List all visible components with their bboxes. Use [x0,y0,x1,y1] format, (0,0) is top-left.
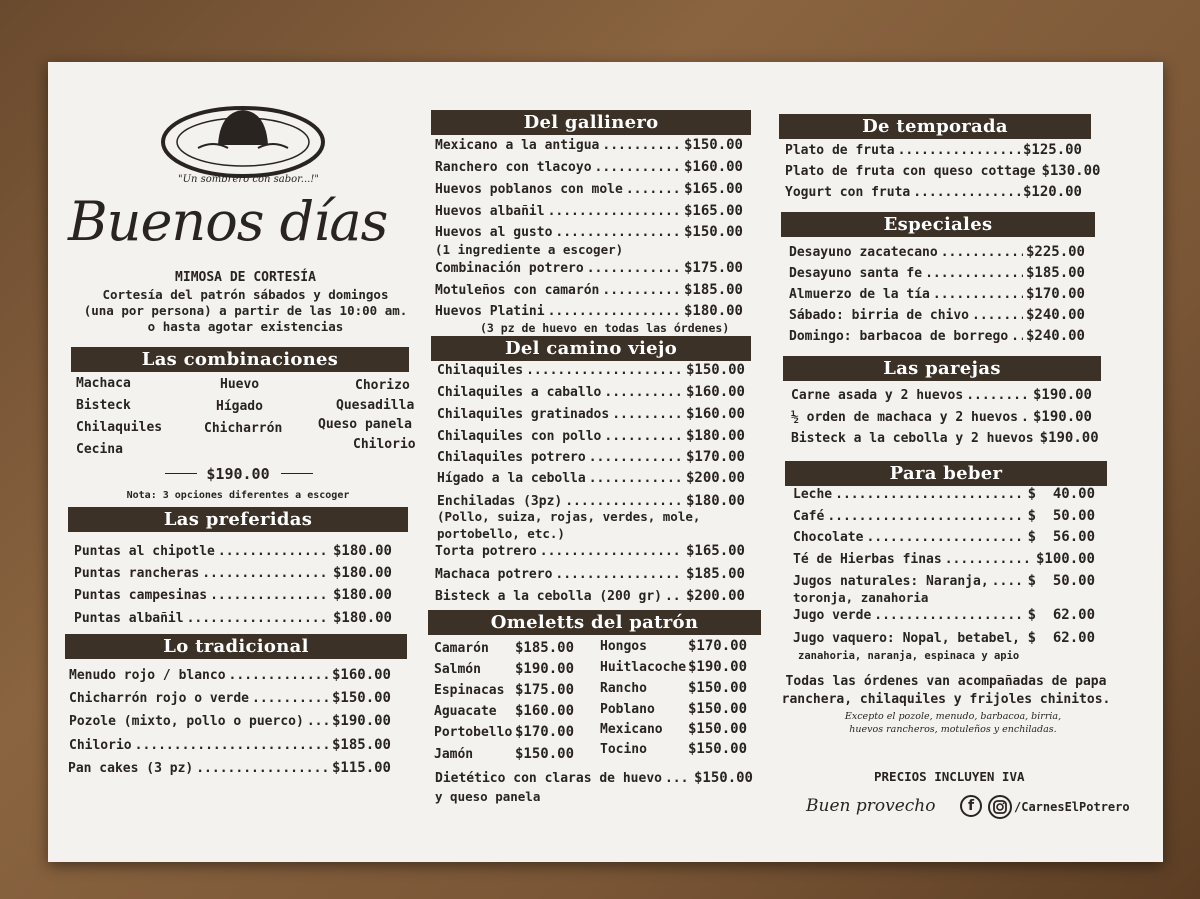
omelett-price: $160.00 [515,703,575,719]
page-title: Buenos días [68,190,388,253]
menu-item: Menudo rojo / blanco ..... $160.00 [69,667,391,683]
item-note: y queso panela [435,789,541,804]
ordenes-line-2: ranchera, chilaquiles y frijoles chinitos. [781,692,1111,707]
combo-price: $190.00 [206,465,270,483]
menu-item: Desayuno zacatecano ..... $225.00 [789,244,1085,260]
omelett-name: Salmón [434,662,481,677]
menu-item: Sábado: birria de chivo ..... $240.00 [789,307,1085,323]
menu-item: Enchiladas (3pz) ..... $180.00 [437,493,745,509]
combo-item: Bisteck [76,398,131,413]
combo-item: Cecina [76,442,123,457]
omelett-name: Camarón [434,641,489,656]
omelett-name: Jamón [434,747,474,762]
menu-item: Almuerzo de la tía ..... $170.00 [789,286,1085,302]
combo-note: Nota: 3 opciones diferentes a escoger [126,490,350,501]
gallinero-header: Del gallinero [431,110,751,135]
omelett-name: Espinacas [434,683,505,698]
menu-item: Chocolate ..... $ 56.00 [793,529,1095,545]
menu-item: Jugos naturales: Naranja, ..... $ 50.00 [793,573,1095,589]
omelett-price: $170.00 [688,638,748,654]
preferidas-header: Las preferidas [68,507,408,532]
buen-provecho: Buen provecho [806,796,936,816]
menu-item: Huevos al gusto ..... $150.00 [435,224,743,240]
mimosa-title: MIMOSA DE CORTESÍA [175,270,316,285]
menu-item: Ranchero con tlacoyo ..... $160.00 [435,159,743,175]
menu-item: Puntas al chipotle ..... $180.00 [74,543,392,559]
ordenes-line-1: Todas las órdenes van acompañadas de papa [785,674,1107,689]
omelett-price: $170.00 [515,724,575,740]
menu-item: Domingo: barbacoa de borrego ..... $240.00 [789,328,1085,344]
combo-item: Quesadilla [336,398,415,413]
menu-item: Bisteck a la cebolla y 2 huevos $190.00 [791,430,1099,446]
menu-item: Hígado a la cebolla ..... $200.00 [437,470,745,486]
menu-item: Desayuno santa fe ..... $185.00 [789,265,1085,281]
omelett-price: $185.00 [515,640,575,656]
menu-item: Té de Hierbas finas ..... $100.00 [793,551,1095,567]
menu-item: Chilaquiles gratinados ..... $160.00 [437,406,745,422]
menu-item: Chilorio ..... $185.00 [69,737,391,753]
combo-item: Queso panela [318,417,412,432]
item-note: (1 ingrediente a escoger) [435,242,624,257]
omelett-name: Rancho [600,681,647,696]
omelett-price: $150.00 [688,680,748,696]
item-note: (Pollo, suiza, rojas, verdes, mole, [437,509,701,524]
omelett-name: Mexicano [600,722,663,737]
beber-header: Para beber [785,461,1107,486]
omelett-name: Poblano [600,702,655,717]
combo-item: Machaca [76,376,131,391]
menu-item: Motuleños con camarón ..... $185.00 [435,282,743,298]
combo-item: Huevo [220,377,260,392]
mimosa-line-1: Cortesía del patrón sábados y domingos [102,287,389,302]
menu-item: Chilaquiles potrero ..... $170.00 [437,449,745,465]
menu-item: Puntas campesinas ..... $180.00 [74,587,392,603]
omelett-price: $150.00 [688,741,748,757]
omelett-name: Aguacate [434,704,497,719]
menu-item: Chilaquiles a caballo ..... $160.00 [437,384,745,400]
combo-item: Chorizo [355,378,410,393]
parejas-header: Las parejas [783,356,1101,381]
omelett-price: $150.00 [688,701,748,717]
menu-item: Huevos Platini ..... $180.00 [435,303,743,319]
menu-item: Huevos albañil ..... $165.00 [435,203,743,219]
menu-sheet [48,62,1163,862]
mimosa-line-3: o hasta agotar existencias [147,319,344,334]
menu-item: Jugo verde ..... $ 62.00 [793,607,1095,623]
omelett-price: $190.00 [515,661,575,677]
omelett-name: Tocino [600,742,647,757]
menu-item: Yogurt con fruta ..... $120.00 [785,184,1082,200]
mimosa-line-2: (una por persona) a partir de las 10:00 am. [83,303,408,318]
especiales-header: Especiales [781,212,1095,237]
menu-item: Puntas albañil ..... $180.00 [74,610,392,626]
menu-item: Pan cakes (3 pz) ..... $115.00 [68,760,391,776]
iva-note: PRECIOS INCLUYEN IVA [874,769,1025,784]
menu-item: ½ orden de machaca y 2 huevos ..... $190.00 [791,409,1092,425]
menu-item: Carne asada y 2 huevos ..... $190.00 [791,387,1092,403]
omelett-name: Huitlacoche [600,660,687,675]
omelett-price: $190.00 [688,659,748,675]
excepto-line-2: huevos rancheros, motuleños y enchiladas. [849,724,1057,735]
omelett-name: Portobello [434,725,513,740]
menu-item: Torta potrero ..... $165.00 [435,543,745,559]
excepto-line-1: Excepto el pozole, menudo, barbacoa, birria, [844,711,1062,722]
menu-item: Mexicano a la antigua ..... $150.00 [435,137,743,153]
item-note: zanahoria, naranja, espinaca y apio [798,650,1020,662]
logo-tagline: "Un sombrero con sabor...!" [178,174,319,185]
temporada-header: De temporada [779,114,1091,139]
menu-item: Plato de fruta ..... $125.00 [785,142,1082,158]
tradicional-header: Lo tradicional [65,634,407,659]
combo-item: Chicharrón [204,421,283,436]
menu-item: Chilaquiles con pollo ..... $180.00 [437,428,745,444]
menu-item: Bisteck a la cebolla (200 gr) ..... $200.00 [435,588,745,604]
menu-item: Pozole (mixto, pollo o puerco) ..... $190.00 [69,713,391,729]
omelett-price: $175.00 [515,682,575,698]
menu-item: Leche ..... $ 40.00 [793,486,1095,502]
combinaciones-header: Las combinaciones [71,347,409,372]
item-note: toronja, zanahoria [793,590,929,605]
menu-item: Puntas rancheras ..... $180.00 [74,565,392,581]
social-handle[interactable]: /CarnesElPotrero [1014,800,1130,814]
camino-header: Del camino viejo [431,336,751,361]
menu-item: Huevos poblanos con mole ..... $165.00 [435,181,743,197]
omeletts-header: Omeletts del patrón [428,610,761,635]
menu-item: Machaca potrero ..... $185.00 [435,566,745,582]
facebook-icon[interactable]: f [960,795,982,817]
menu-item: Plato de fruta con queso cottage $130.00 [785,163,1101,179]
instagram-icon[interactable] [988,795,1012,819]
item-note: portobello, etc.) [437,526,565,541]
item-note: (3 pz de huevo en todas las órdenes) [480,321,730,335]
omelett-price: $150.00 [688,721,748,737]
omelett-name: Hongos [600,639,647,654]
menu-item: Jugo vaquero: Nopal, betabel, ..... $ 62.00 [793,630,1095,646]
menu-item: Chicharrón rojo o verde ..... $150.00 [69,690,391,706]
combo-item: Hígado [216,399,263,414]
menu-item: Chilaquiles ..... $150.00 [437,362,745,378]
menu-item: Café ..... $ 50.00 [793,508,1095,524]
menu-item: Dietético con claras de huevo ..... $150.00 [435,770,753,786]
omelett-price: $150.00 [515,746,575,762]
menu-item: Combinación potrero ..... $175.00 [435,260,743,276]
combo-item: Chilaquiles [76,420,163,435]
combo-item: Chilorio [353,437,416,452]
combo-line-right [281,473,313,474]
